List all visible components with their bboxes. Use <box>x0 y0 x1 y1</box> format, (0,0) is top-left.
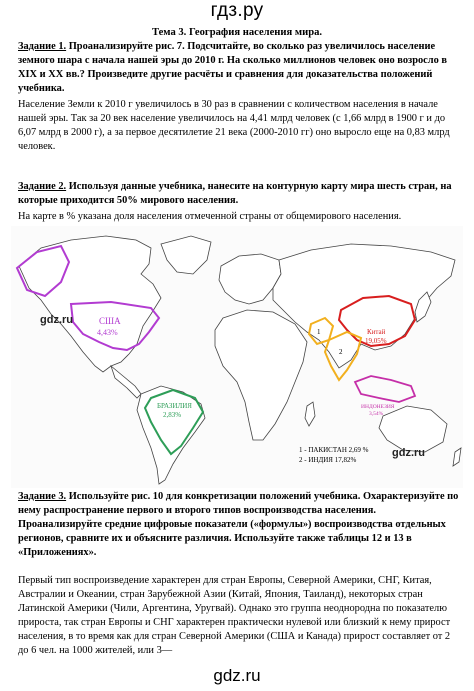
watermark-map-right: gdz.ru <box>392 447 425 459</box>
task-1 <box>18 40 460 96</box>
pakistan-number: 1 <box>317 328 321 336</box>
usa-share: 4,43% <box>97 328 118 337</box>
legend-pakistan: 1 - ПАКИСТАН 2,69 % <box>299 446 369 454</box>
india-number: 2 <box>339 348 343 356</box>
task-3-answer: Первый тип воспроизведение характерен для стран Европы, Северной Америки, СНГ, Китая, Австралии и Океании, стран Зарубежной Азии (Китай, Япония, Таиланд), некоторых стран Латинской Америки (Чили, Аргентина, Уругвай). Однако это группа неоднородна по показателю прироста, так стран Европы и СНГ характерен практически нулевой или близкий к нему прирост населения, в то время как для стран Северной Америки (США и Канада) прирост составляет от 2 до 6 чел. на 1000 жителей, или 3— <box>18 575 451 656</box>
task-3-label: Задание 3. <box>18 491 67 502</box>
brazil-label: БРАЗИЛИЯ <box>157 402 192 410</box>
legend-india: 2 - ИНДИЯ 17,82% <box>299 456 357 464</box>
task-1-label: Задание 1. <box>18 41 67 52</box>
task-2 <box>18 180 460 208</box>
task-1-text: Проанализируйте рис. 7. Подсчитайте, во сколько раз увеличилось население земного шара с начала нашей эры до 2010 г. На сколько миллионов человек оно возросло в XIX и XX вв.? Произведите другие расчёты и сравнения для доказательства положений учебника. <box>18 41 448 94</box>
site-logo-top: гдз.ру <box>210 0 264 21</box>
brazil-share: 2,83% <box>163 411 182 419</box>
indonesia-label: ИНДОНЕЗИЯ <box>361 404 395 410</box>
site-logo-bottom: gdz.ru <box>213 666 261 685</box>
indonesia-share: 3,54% <box>369 411 384 417</box>
task-3 <box>18 490 460 560</box>
task-3-text: Используйте рис. 10 для конкретизации положений учебника. Охарактеризуйте по нему распространение первого и второго типов воспроизводства населения. Проанализируйте средние цифровые показатели («формулы») воспроизводства отдельных регионов, сравните их и объясните различия. Используйте также таблицы 12 и 13 в «Приложениях». <box>18 491 459 558</box>
task-2-text: Используя данные учебника, нанесите на контурную карту мира шесть стран, на которые приходится 50% мирового населения. <box>18 181 452 206</box>
watermark-map-left: gdz.ru <box>40 314 73 326</box>
usa-label: США <box>99 316 121 326</box>
china-share: 19,05% <box>365 337 387 345</box>
task-2-label: Задание 2. <box>18 181 67 192</box>
task-2-answer: На карте в % указана доля населения отмеченной страны от общемирового населения. <box>18 211 402 222</box>
task-1-answer: Население Земли к 2010 г увеличилось в 30 раз в сравнении с количеством населения в начале нашей эры. Так за 20 век население увеличилось на 4,41 млрд человек (с 1,66 млрд в 1900 г и до 6,07 млрд в 2000 г), а за первое десятилетие 21 века (2000-2010 гг) оно выросло еще на 0,83 млрд человек. <box>18 99 450 152</box>
china-label: Китай <box>367 328 386 336</box>
page-title: Тема 3. География населения мира. <box>151 27 323 38</box>
